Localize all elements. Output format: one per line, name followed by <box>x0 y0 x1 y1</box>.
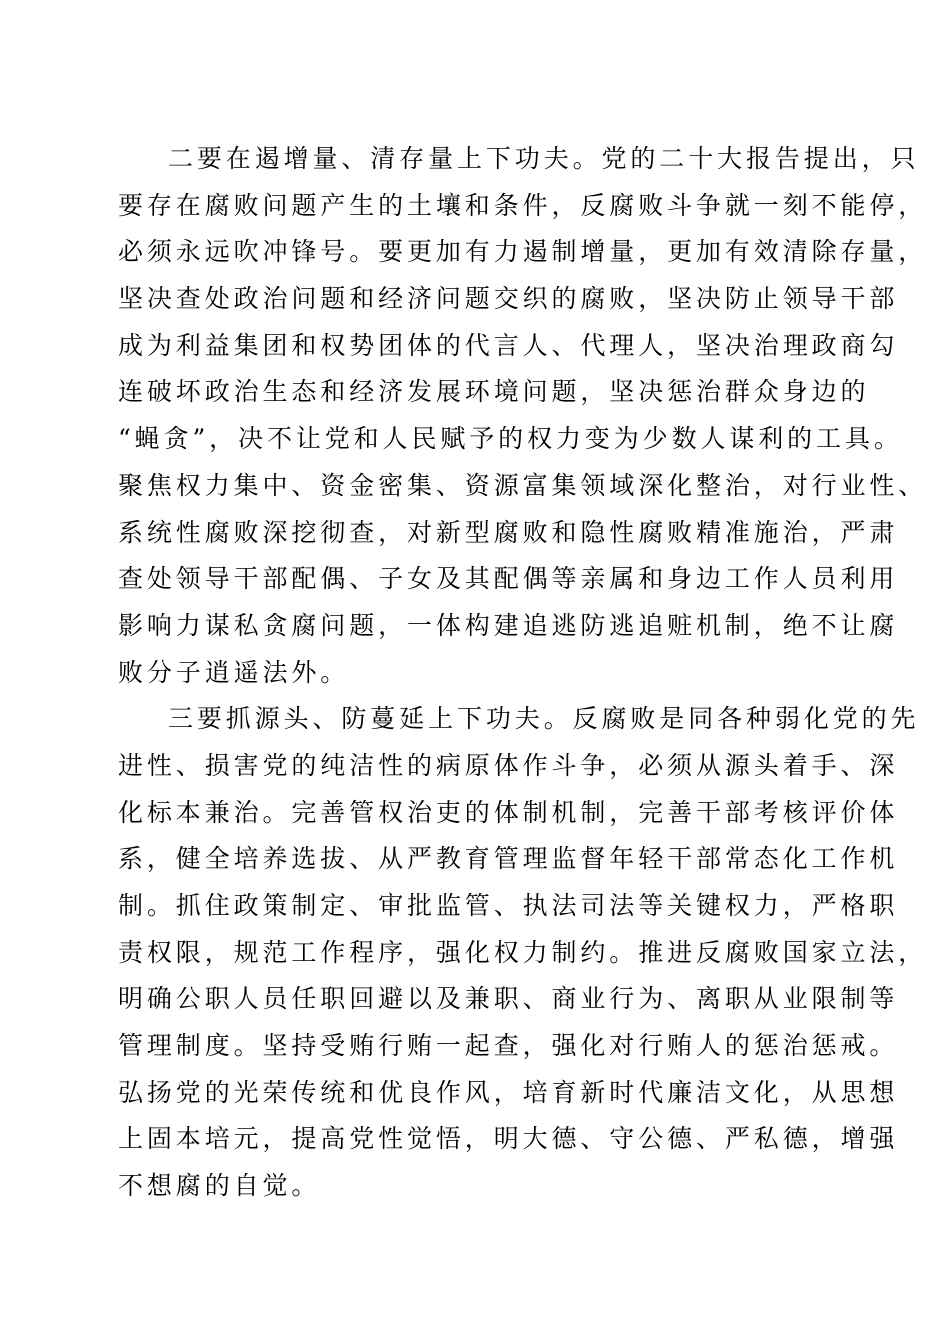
paragraph-line: 进性、损害党的纯洁性的病原体作斗争，必须从源头着手、深 <box>118 750 899 780</box>
paragraph-line: 必须永远吹冲锋号。要更加有力遏制增量，更加有效清除存量， <box>118 237 928 267</box>
paragraph-line: 查处领导干部配偶、子女及其配偶等亲属和身边工作人员利用 <box>118 564 899 594</box>
paragraph-3 <box>118 696 928 1210</box>
paragraph-line: 管理制度。坚持受贿行贿一起查，强化对行贿人的惩治惩戒。 <box>118 1031 899 1061</box>
paragraph-line: 系，健全培养选拔、从严教育管理监督年轻干部常态化工作机 <box>118 844 899 874</box>
paragraph-line: 责权限，规范工作程序，强化权力制约。推进反腐败国家立法， <box>118 937 928 967</box>
paragraph-2 <box>118 136 928 696</box>
paragraph-line: 要存在腐败问题产生的土壤和条件，反腐败斗争就一刻不能停， <box>118 190 928 220</box>
paragraph-line: 上固本培元，提高党性觉悟，明大德、守公德、严私德，增强 <box>118 1124 899 1154</box>
paragraph-line: 败分子逍遥法外。 <box>118 657 350 687</box>
paragraph-line: 弘扬党的光荣传统和优良作风，培育新时代廉洁文化，从思想 <box>118 1077 899 1107</box>
paragraph-line: 系统性腐败深挖彻查，对新型腐败和隐性腐败精准施治，严肃 <box>118 517 899 547</box>
paragraph-line: 三要抓源头、防蔓延上下功夫。反腐败是同各种弱化党的先 <box>168 704 920 734</box>
paragraph-line: “蝇贪”，决不让党和人民赋予的权力变为少数人谋利的工具。 <box>118 424 903 454</box>
paragraph-line: 二要在遏增量、清存量上下功夫。党的二十大报告提出，只 <box>168 144 920 173</box>
paragraph-line: 聚焦权力集中、资金密集、资源富集领域深化整治，对行业性、 <box>118 470 928 500</box>
paragraph-line: 制。抓住政策制定、审批监管、执法司法等关键权力，严格职 <box>118 891 899 920</box>
paragraph-line: 坚决查处政治问题和经济问题交织的腐败，坚决防止领导干部 <box>118 284 899 314</box>
paragraph-line: 化标本兼治。完善管权治吏的体制机制，完善干部考核评价体 <box>118 797 899 827</box>
paragraph-line: 连破坏政治生态和经济发展环境问题，坚决惩治群众身边的 <box>118 377 870 407</box>
paragraph-line: 成为利益集团和权势团体的代言人、代理人，坚决治理政商勾 <box>118 330 899 360</box>
paragraph-line: 明确公职人员任职回避以及兼职、商业行为、离职从业限制等 <box>118 984 899 1014</box>
paragraph-line: 不想腐的自觉。 <box>118 1171 321 1201</box>
paragraph-line: 影响力谋私贪腐问题，一体构建追逃防逃追赃机制，绝不让腐 <box>118 610 899 640</box>
document-body <box>118 136 928 1210</box>
